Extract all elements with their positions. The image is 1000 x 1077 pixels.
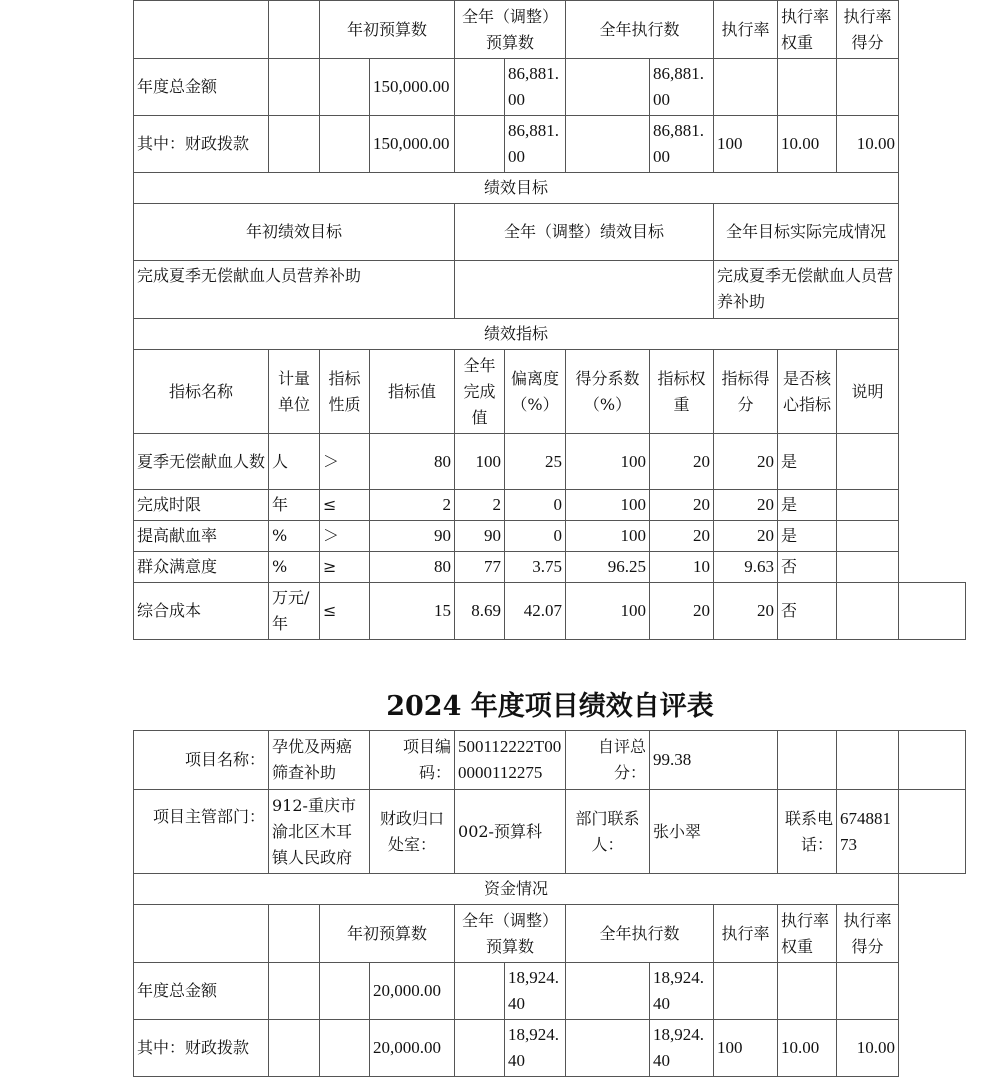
indicator-row: [134, 434, 966, 490]
ind-coef: 96.25: [566, 552, 650, 583]
ind-nature: ≥: [320, 552, 370, 583]
rate-value: [714, 963, 778, 1020]
ind-core: 是: [778, 490, 837, 521]
indicator-row: [134, 583, 966, 640]
ind-core-header: 是否核心指标: [778, 350, 837, 434]
ind-nature: ≤: [320, 490, 370, 521]
fund-row-fiscal: [134, 1020, 966, 1077]
adjusted-budget-header: 全年（调整）预算数: [455, 1, 566, 59]
score-value: 10.00: [837, 1020, 899, 1077]
ind-score: 20: [714, 490, 778, 521]
ind-core: 是: [778, 434, 837, 490]
project-code-label: 项目编码：: [370, 731, 455, 790]
project-name-label: 项目名称：: [134, 731, 269, 790]
initial-value: 20,000.00: [370, 1020, 455, 1077]
exec-weight-header: 执行率权重: [778, 905, 837, 963]
ind-score: 20: [714, 583, 778, 640]
fund-row-label: 其中：财政拨款: [134, 1020, 269, 1077]
phone: 67488173: [837, 790, 899, 874]
ind-weight-header: 指标权重: [650, 350, 714, 434]
adjusted-value: 86,881.00: [505, 116, 566, 173]
ind-unit: %: [269, 521, 320, 552]
indicators-title-row: [134, 319, 966, 350]
ind-unit-header: 计量单位: [269, 350, 320, 434]
actual-goal-header: 全年目标实际完成情况: [714, 204, 899, 261]
ind-note: [837, 490, 899, 521]
ind-name: 综合成本: [134, 583, 269, 640]
ind-weight: 20: [650, 490, 714, 521]
ind-value: 90: [370, 521, 455, 552]
finance-office: 002-预算科: [455, 790, 566, 874]
score-value: [837, 963, 899, 1020]
ind-core: 是: [778, 521, 837, 552]
ind-value: 80: [370, 552, 455, 583]
ind-nature: ＞: [320, 521, 370, 552]
funds-title: 资金情况: [134, 874, 899, 905]
adjusted-goal-header: 全年（调整）绩效目标: [455, 204, 714, 261]
ind-completed-header: 全年完成值: [455, 350, 505, 434]
department-row: [134, 790, 966, 874]
ind-weight: 20: [650, 434, 714, 490]
initial-goal: 完成夏季无偿献血人员营养补助: [134, 261, 455, 319]
score-value: 10.00: [837, 116, 899, 173]
dept-label: 项目主管部门：: [134, 790, 269, 874]
ind-weight: 10: [650, 552, 714, 583]
ind-core: 否: [778, 552, 837, 583]
goals-title: 绩效目标: [134, 173, 899, 204]
ind-coef: 100: [566, 521, 650, 552]
annual-execution-header: 全年执行数: [566, 1, 714, 59]
project-info-row: [134, 731, 966, 790]
contact: 张小翠: [650, 790, 778, 874]
ind-deviation-header: 偏离度（%）: [505, 350, 566, 434]
ind-unit: 万元/年: [269, 583, 320, 640]
project-name: 孕优及两癌筛查补助: [269, 731, 370, 790]
performance-table-previous: [133, 0, 966, 640]
weight-value: [778, 59, 837, 116]
ind-name-header: 指标名称: [134, 350, 269, 434]
blank-cell: [134, 1, 269, 59]
ind-coef: 100: [566, 583, 650, 640]
indicator-row: [134, 552, 966, 583]
initial-value: 150,000.00: [370, 116, 455, 173]
indicator-row: [134, 521, 966, 552]
ind-coef: 100: [566, 434, 650, 490]
ind-note-header: 说明: [837, 350, 899, 434]
goals-title-row: [134, 173, 966, 204]
ind-score: 9.63: [714, 552, 778, 583]
ind-name: 夏季无偿献血人数: [134, 434, 269, 490]
exec-rate-header: 执行率: [714, 1, 778, 59]
ind-score: 20: [714, 521, 778, 552]
ind-value: 15: [370, 583, 455, 640]
fund-row-label: 年度总金额: [134, 59, 269, 116]
performance-table-2024: [133, 730, 966, 1077]
ind-name: 群众满意度: [134, 552, 269, 583]
adjusted-value: 18,924.40: [505, 1020, 566, 1077]
ind-deviation: 3.75: [505, 552, 566, 583]
phone-label: 联系电话：: [778, 790, 837, 874]
ind-deviation: 25: [505, 434, 566, 490]
exec-score-header: 执行率得分: [837, 905, 899, 963]
initial-budget-header: 年初预算数: [320, 905, 455, 963]
ind-deviation: 42.07: [505, 583, 566, 640]
ind-weight: 20: [650, 521, 714, 552]
ind-completed: 90: [455, 521, 505, 552]
ind-deviation: 0: [505, 521, 566, 552]
self-score-label: 自评总分：: [566, 731, 650, 790]
project-code: 500112222T000000112275: [455, 731, 566, 790]
contact-label: 部门联系人：: [566, 790, 650, 874]
fund-row-label: 其中：财政拨款: [134, 116, 269, 173]
ind-note: [837, 583, 899, 640]
adjusted-value: 18,924.40: [505, 963, 566, 1020]
ind-score-header: 指标得分: [714, 350, 778, 434]
actual-goal: 完成夏季无偿献血人员营养补助: [714, 261, 899, 319]
rate-value: 100: [714, 116, 778, 173]
executed-value: 18,924.40: [650, 963, 714, 1020]
ind-completed: 100: [455, 434, 505, 490]
fund-header-row: [134, 905, 966, 963]
initial-value: 150,000.00: [370, 59, 455, 116]
initial-goal-header: 年初绩效目标: [134, 204, 455, 261]
ind-weight: 20: [650, 583, 714, 640]
ind-deviation: 0: [505, 490, 566, 521]
initial-budget-header: 年初预算数: [320, 1, 455, 59]
fund-row-fiscal: [134, 116, 966, 173]
initial-value: 20,000.00: [370, 963, 455, 1020]
goals-header-row: [134, 204, 966, 261]
ind-coef-header: 得分系数（%）: [566, 350, 650, 434]
executed-value: 86,881.00: [650, 116, 714, 173]
ind-note: [837, 552, 899, 583]
ind-score: 20: [714, 434, 778, 490]
indicators-title: 绩效指标: [134, 319, 899, 350]
ind-note: [837, 521, 899, 552]
finance-office-label: 财政归口处室：: [370, 790, 455, 874]
ind-coef: 100: [566, 490, 650, 521]
weight-value: 10.00: [778, 116, 837, 173]
score-value: [837, 59, 899, 116]
ind-nature-header: 指标性质: [320, 350, 370, 434]
weight-value: 10.00: [778, 1020, 837, 1077]
executed-value: 18,924.40: [650, 1020, 714, 1077]
ind-value-header: 指标值: [370, 350, 455, 434]
fund-row-total: [134, 963, 966, 1020]
funds-title-row: [134, 874, 966, 905]
ind-note: [837, 434, 899, 490]
adjusted-value: 86,881.00: [505, 59, 566, 116]
indicator-row: [134, 490, 966, 521]
adjusted-budget-header: 全年（调整）预算数: [455, 905, 566, 963]
page-title: 2024 年度项目绩效自评表: [386, 691, 714, 722]
blank-cell: [269, 1, 320, 59]
rate-value: [714, 59, 778, 116]
goals-row: [134, 261, 966, 319]
fund-row-label: 年度总金额: [134, 963, 269, 1020]
ind-nature: ≤: [320, 583, 370, 640]
ind-name: 提高献血率: [134, 521, 269, 552]
ind-completed: 77: [455, 552, 505, 583]
indicator-header-row: [134, 350, 966, 434]
adjusted-goal: [455, 261, 714, 319]
ind-completed: 8.69: [455, 583, 505, 640]
exec-weight-header: 执行率权重: [778, 1, 837, 59]
ind-unit: 人: [269, 434, 320, 490]
self-score: 99.38: [650, 731, 778, 790]
annual-execution-header: 全年执行数: [566, 905, 714, 963]
exec-rate-header: 执行率: [714, 905, 778, 963]
ind-core: 否: [778, 583, 837, 640]
ind-unit: 年: [269, 490, 320, 521]
ind-unit: %: [269, 552, 320, 583]
exec-score-header: 执行率得分: [837, 1, 899, 59]
weight-value: [778, 963, 837, 1020]
executed-value: 86,881.00: [650, 59, 714, 116]
ind-value: 2: [370, 490, 455, 521]
ind-value: 80: [370, 434, 455, 490]
ind-name: 完成时限: [134, 490, 269, 521]
ind-nature: ＞: [320, 434, 370, 490]
rate-value: 100: [714, 1020, 778, 1077]
fund-row-total: [134, 59, 966, 116]
ind-completed: 2: [455, 490, 505, 521]
dept: 912-重庆市渝北区木耳镇人民政府: [269, 790, 370, 874]
fund-header-row: [134, 1, 966, 59]
